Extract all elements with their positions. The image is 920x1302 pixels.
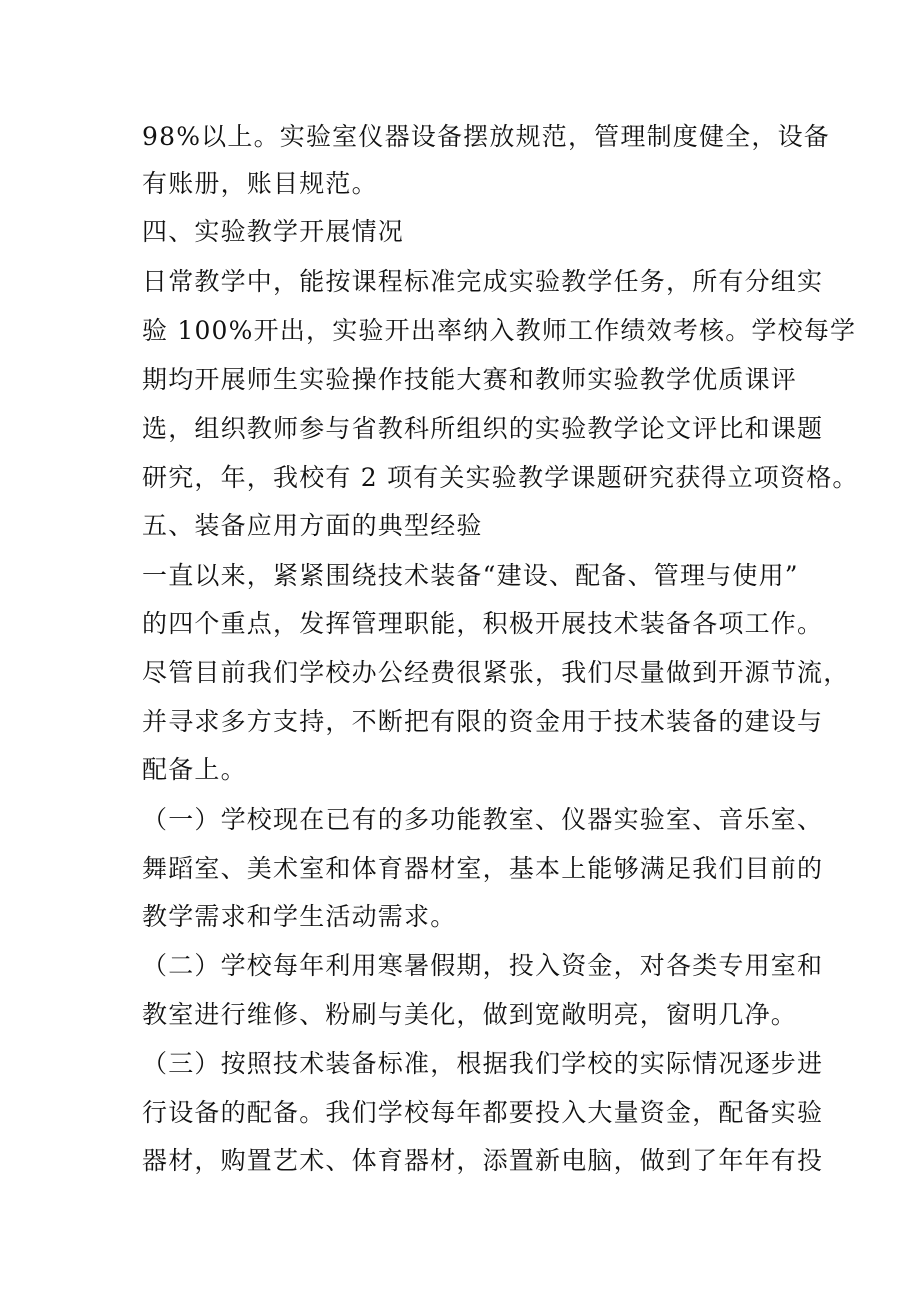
text-line: 验 100%开出，实验开出率纳入教师工作绩效考核。学校每学: [142, 316, 857, 345]
text-line: （二）学校每年利用寒暑假期，投入资金，对各类专用室和: [142, 951, 824, 980]
text-line: 选，组织教师参与省教科所组织的实验教学论文评比和课题: [142, 414, 824, 443]
text-line: 器材，购置艺术、体育器材，添置新电脑，做到了年年有投: [142, 1146, 824, 1175]
text-line: 行设备的配备。我们学校每年都要投入大量资金，配备实验: [142, 1098, 824, 1127]
text-line: 教室进行维修、粉刷与美化，做到宽敞明亮，窗明几净。: [142, 1000, 798, 1029]
text-line: 有账册，账目规范。: [142, 169, 378, 198]
text-line: （一）学校现在已有的多功能教室、仪器实验室、音乐室、: [142, 805, 824, 834]
text-line: 98%以上。实验室仪器设备摆放规范，管理制度健全，设备: [142, 122, 830, 151]
text-line: 教学需求和学生活动需求。: [142, 902, 457, 931]
text-line: 的四个重点，发挥管理职能，积极开展技术装备各项工作。: [142, 609, 824, 638]
text-line: 尽管目前我们学校办公经费很紧张，我们尽量做到开源节流，: [142, 658, 850, 687]
text-line: 并寻求多方支持，不断把有限的资金用于技术装备的建设与: [142, 707, 824, 736]
text-line: 一直以来，紧紧围绕技术装备“建设、配备、管理与使用”: [142, 561, 799, 590]
section-heading: 四、实验教学开展情况: [142, 217, 405, 246]
text-line: 研究，年，我校有 2 项有关实验教学课题研究获得立项资格。: [142, 463, 859, 492]
text-line: 配备上。: [142, 755, 247, 784]
text-line: 期均开展师生实验操作技能大赛和教师实验教学优质课评: [142, 365, 798, 394]
text-line: 日常教学中，能按课程标准完成实验教学任务，所有分组实: [142, 267, 824, 296]
section-heading: 五、装备应用方面的典型经验: [142, 511, 483, 540]
text-line: 舞蹈室、美术室和体育器材室，基本上能够满足我们目前的: [142, 854, 824, 883]
text-line: （三）按照技术装备标准，根据我们学校的实际情况逐步进: [142, 1049, 824, 1078]
